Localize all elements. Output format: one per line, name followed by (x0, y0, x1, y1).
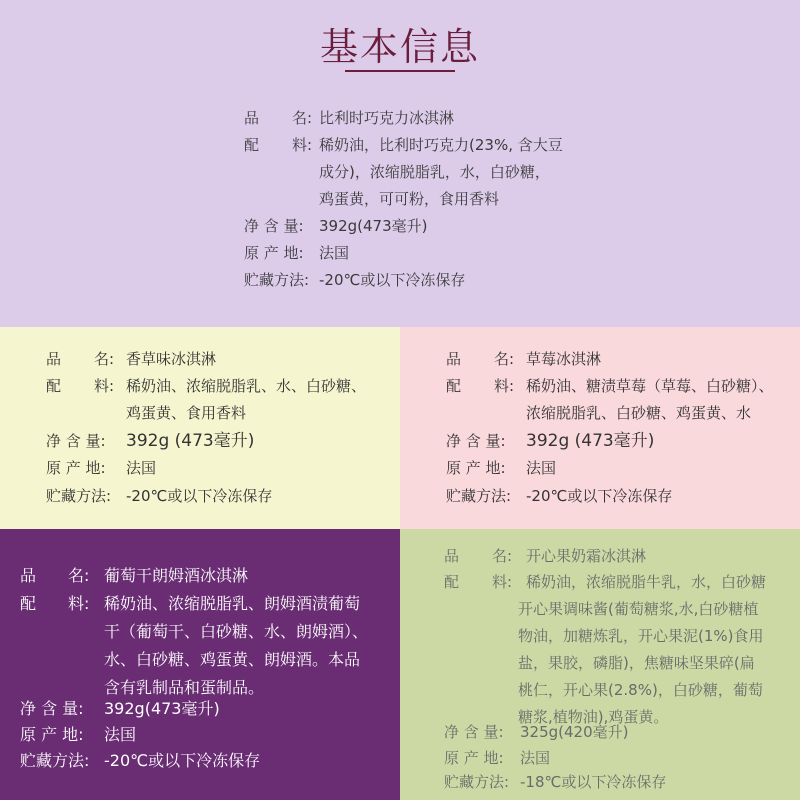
origin-label: 原 产 地: (46, 459, 106, 477)
storage-row (20, 747, 260, 775)
ingredients-label: 配 料: (244, 136, 313, 154)
net-content-row (446, 428, 654, 455)
storage-row (46, 483, 272, 510)
storage-label: 贮藏方法: (244, 271, 310, 289)
ingredients-label: 配 料: (20, 594, 90, 613)
storage-label: 贮藏方法: (446, 487, 512, 505)
net-content-row (444, 719, 629, 746)
main-product-panel (0, 0, 800, 327)
storage-value: -20℃或以下冷冻保存 (126, 487, 273, 505)
name-label: 品 名: (446, 350, 515, 368)
pistachio-panel (400, 529, 800, 800)
origin-row (46, 455, 156, 482)
ingredients-text: 稀奶油、糖渍草莓（草莓、白砂糖）、 浓缩脱脂乳、白砂糖、鸡蛋黄、水 (526, 377, 774, 422)
storage-label: 贮藏方法: (20, 751, 90, 770)
storage-value: -20℃或以下冷冻保存 (104, 751, 261, 770)
origin-value: 法国 (126, 459, 157, 477)
storage-value: -18℃或以下冷冻保存 (520, 773, 667, 791)
origin-label: 原 产 地: (20, 725, 84, 744)
ingredients-text: 稀奶油、浓缩脱脂乳、水、白砂糖、 鸡蛋黄、食用香料 (126, 377, 367, 422)
origin-label: 原 产 地: (244, 244, 304, 262)
strawberry-panel (400, 327, 800, 529)
origin-label: 原 产 地: (444, 749, 504, 767)
net-content-value: 392g (473毫升) (526, 431, 655, 451)
origin-label: 原 产 地: (446, 459, 506, 477)
net-content-row (20, 695, 220, 723)
product-name: 比利时巧克力冰淇淋 (319, 109, 455, 127)
vanilla-panel (0, 327, 400, 529)
product-name: 草莓冰淇淋 (526, 350, 602, 368)
storage-value: -20℃或以下冷冻保存 (319, 271, 466, 289)
net-content-value: 392g(473毫升) (104, 699, 220, 718)
storage-label: 贮藏方法: (444, 773, 510, 791)
storage-row (244, 267, 465, 294)
product-name: 香草味冰淇淋 (126, 350, 217, 368)
ingredients-text: 稀奶油，比利时巧克力(23%, 含大豆 成分)，浓缩脱脂乳，水，白砂糖， 鸡蛋黄，可可粉，食用香料 (319, 136, 563, 208)
net-content-label: 净 含 量: (244, 217, 304, 235)
origin-row (444, 745, 550, 772)
net-content-label: 净 含 量: (446, 432, 506, 450)
origin-row (20, 721, 136, 749)
ingredients-text: 稀奶油，浓缩脱脂牛乳，水，白砂糖 开心果调味酱(葡萄糖浆,水,白砂糖植 物油，加糖炼乳，开心果泥(1%)食用 盐，果胶，磷脂)，焦糖味坚果碎(扁 桃仁，开心果(2.8%)，白砂糖，葡萄 糖浆,植物油),鸡蛋黄。 (518, 573, 767, 726)
ingredients-label: 配 料: (446, 377, 515, 395)
origin-value: 法国 (104, 725, 137, 744)
rum-raisin-panel (0, 529, 400, 800)
storage-row (444, 769, 666, 796)
ingredients-row (20, 590, 368, 702)
name-row (20, 562, 248, 590)
storage-row (446, 483, 672, 510)
net-content-label: 净 含 量: (20, 699, 84, 718)
ingredients-row (244, 132, 563, 213)
storage-value: -20℃或以下冷冻保存 (526, 487, 673, 505)
net-content-label: 净 含 量: (46, 432, 106, 450)
origin-row (244, 240, 349, 267)
ingredients-row (446, 373, 774, 427)
origin-row (446, 455, 556, 482)
origin-value: 法国 (526, 459, 557, 477)
name-label: 品 名: (244, 109, 313, 127)
title-underline (345, 70, 455, 72)
product-name: 葡萄干朗姆酒冰淇淋 (104, 566, 249, 585)
product-name: 开心果奶霜冰淇淋 (526, 547, 647, 565)
origin-value: 法国 (520, 749, 551, 767)
ingredients-text: 稀奶油、浓缩脱脂乳、朗姆酒渍葡萄 干（葡萄干、白砂糖、水、朗姆酒）、 水、白砂糖、鸡蛋黄、朗姆酒。本品 含有乳制品和蛋制品。 (104, 594, 369, 697)
ingredients-row (46, 373, 366, 427)
page-title: 基本信息 (319, 25, 480, 69)
net-content-value: 392g(473毫升) (319, 217, 428, 235)
name-row (444, 543, 646, 570)
name-label: 品 名: (20, 566, 90, 585)
storage-label: 贮藏方法: (46, 487, 112, 505)
net-content-label: 净 含 量: (444, 723, 504, 741)
net-content-row (46, 428, 254, 455)
name-row (46, 346, 216, 373)
name-row (244, 105, 454, 132)
name-label: 品 名: (46, 350, 115, 368)
net-content-value: 325g(420毫升) (520, 723, 629, 741)
ingredients-row (444, 569, 766, 731)
origin-value: 法国 (319, 244, 350, 262)
name-label: 品 名: (444, 547, 513, 565)
net-content-row (244, 213, 428, 240)
net-content-value: 392g (473毫升) (126, 431, 255, 451)
ingredients-label: 配 料: (46, 377, 115, 395)
name-row (446, 346, 601, 373)
ingredients-label: 配 料: (444, 573, 513, 591)
